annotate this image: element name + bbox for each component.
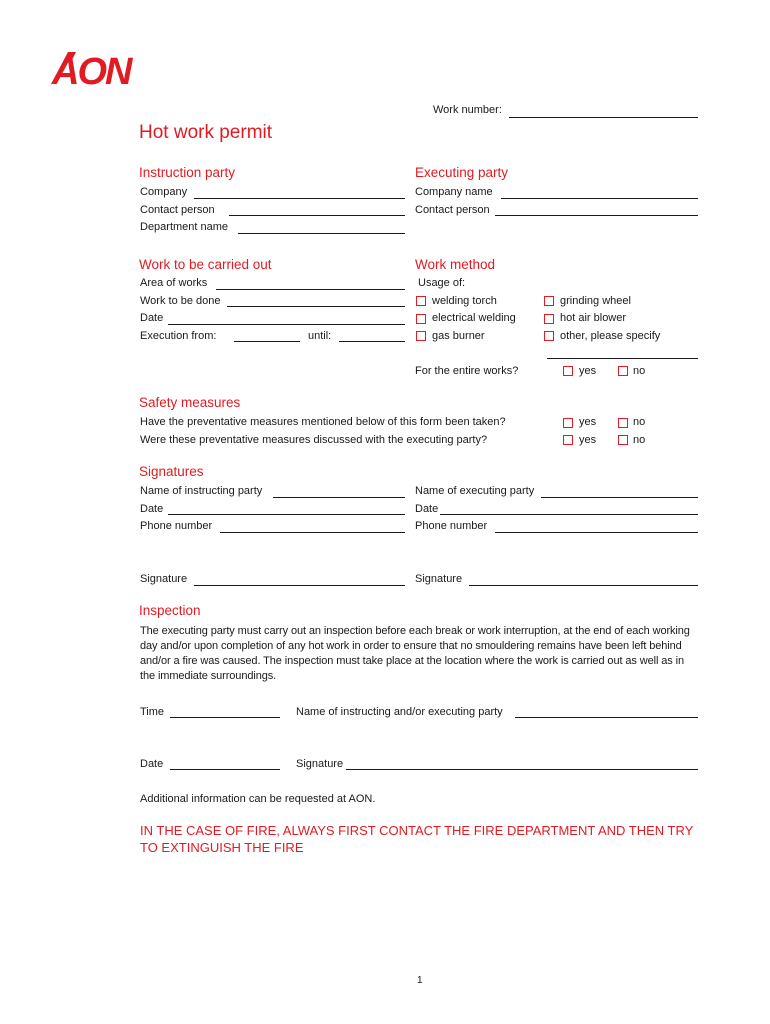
safety-q1-yes-label: yes <box>579 416 597 428</box>
svg-text:AON: AON <box>52 51 131 88</box>
instruction-contact-field[interactable] <box>229 215 405 216</box>
inspection-name-field[interactable] <box>515 717 698 718</box>
work-number-label: Work number: <box>433 104 502 116</box>
other-specify-field[interactable] <box>547 358 698 359</box>
name-instructing-label: Name of instructing party <box>140 485 263 497</box>
until-field[interactable] <box>339 341 405 342</box>
phone-left-label: Phone number <box>140 520 213 532</box>
work-number-field[interactable] <box>509 117 698 118</box>
safety-q2-yes-checkbox[interactable] <box>563 435 573 445</box>
executing-contact-label: Contact person <box>415 204 490 216</box>
welding-torch-checkbox[interactable] <box>416 296 426 306</box>
executing-contact-field[interactable] <box>495 215 698 216</box>
signature-left-label: Signature <box>140 573 188 585</box>
safety-q2-no-checkbox[interactable] <box>618 435 628 445</box>
area-of-works-label: Area of works <box>140 277 208 289</box>
entire-works-no-checkbox[interactable] <box>618 366 628 376</box>
other-label: other, please specify <box>560 330 661 342</box>
gas-burner-label: gas burner <box>432 330 485 342</box>
hot-air-blower-checkbox[interactable] <box>544 314 554 324</box>
additional-info: Additional information can be requested at AON. <box>140 793 376 805</box>
sig-date-left-field[interactable] <box>168 514 405 515</box>
hot-air-blower-label: hot air blower <box>560 312 627 324</box>
name-executing-label: Name of executing party <box>415 485 535 497</box>
electrical-welding-label: electrical welding <box>432 312 516 324</box>
execution-from-label: Execution from: <box>140 330 217 342</box>
inspection-date-field[interactable] <box>170 769 280 770</box>
inspection-signature-field[interactable] <box>346 769 698 770</box>
sig-date-right-field[interactable] <box>440 514 698 515</box>
page-number: 1 <box>417 975 423 986</box>
gas-burner-checkbox[interactable] <box>416 331 426 341</box>
welding-torch-label: welding torch <box>432 295 497 307</box>
aon-logo-graphic <box>48 48 148 88</box>
signature-right-field[interactable] <box>469 585 698 586</box>
entire-works-no-label: no <box>633 365 646 377</box>
entire-works-yes-checkbox[interactable] <box>563 366 573 376</box>
inspection-text: The executing party must carry out an inspection before each break or work interruption, at the end of each working day and/or upon completion of any hot work in order to ensure that no smouldering remains have been left behind and/or a fire was caused. The inspection must take place at the location where the work is carried out as well as in the immediate surroundings. <box>140 625 690 682</box>
executing-company-label: Company name <box>415 186 493 198</box>
safety-q1-yes-checkbox[interactable] <box>563 418 573 428</box>
fire-warning: IN THE CASE OF FIRE, ALWAYS FIRST CONTACT THE FIRE DEPARTMENT AND THEN TRY TO EXTINGUISH THE FIRE <box>140 823 694 855</box>
instruction-company-field[interactable] <box>194 198 405 199</box>
sig-date-right-label: Date <box>415 503 439 515</box>
name-executing-field[interactable] <box>541 497 698 498</box>
other-checkbox[interactable] <box>544 331 554 341</box>
instruction-party-heading: Instruction party <box>139 165 236 180</box>
inspection-heading: Inspection <box>139 603 201 618</box>
until-label: until: <box>308 330 332 342</box>
sig-date-left-label: Date <box>140 503 164 515</box>
safety-q1-label: Have the preventative measures mentioned below of this form been taken? <box>140 416 506 428</box>
entire-works-yes-label: yes <box>579 365 597 377</box>
grinding-wheel-checkbox[interactable] <box>544 296 554 306</box>
safety-q2-no-label: no <box>633 434 646 446</box>
work-date-label: Date <box>140 312 164 324</box>
phone-right-label: Phone number <box>415 520 488 532</box>
instruction-company-label: Company <box>140 186 188 198</box>
name-instructing-field[interactable] <box>273 497 405 498</box>
instruction-contact-label: Contact person <box>140 204 215 216</box>
page-title: Hot work permit <box>139 122 273 143</box>
work-to-be-done-label: Work to be done <box>140 295 221 307</box>
phone-left-field[interactable] <box>220 532 405 533</box>
safety-q2-label: Were these preventative measures discussed with the executing party? <box>140 434 488 446</box>
safety-q1-no-checkbox[interactable] <box>618 418 628 428</box>
department-name-field[interactable] <box>238 233 405 234</box>
safety-q1-no-label: no <box>633 416 646 428</box>
inspection-name-label: Name of instructing and/or executing party <box>296 706 503 718</box>
grinding-wheel-label: grinding wheel <box>560 295 631 307</box>
work-to-be-done-field[interactable] <box>227 306 405 307</box>
executing-company-field[interactable] <box>501 198 698 199</box>
signature-left-field[interactable] <box>194 585 405 586</box>
inspection-time-field[interactable] <box>170 717 280 718</box>
inspection-signature-label: Signature <box>296 758 344 770</box>
executing-party-heading: Executing party <box>415 165 509 180</box>
signature-right-label: Signature <box>415 573 463 585</box>
work-method-heading: Work method <box>415 257 496 272</box>
safety-heading: Safety measures <box>139 395 241 410</box>
area-of-works-field[interactable] <box>216 289 405 290</box>
usage-of-label: Usage of: <box>418 277 466 289</box>
entire-works-label: For the entire works? <box>415 365 519 377</box>
work-heading: Work to be carried out <box>139 257 272 272</box>
inspection-date-label: Date <box>140 758 164 770</box>
electrical-welding-checkbox[interactable] <box>416 314 426 324</box>
execution-from-field[interactable] <box>234 341 300 342</box>
department-name-label: Department name <box>140 221 229 233</box>
signatures-heading: Signatures <box>139 464 204 479</box>
aon-logo <box>48 48 148 91</box>
inspection-time-label: Time <box>140 706 165 718</box>
work-date-field[interactable] <box>168 324 405 325</box>
phone-right-field[interactable] <box>495 532 698 533</box>
safety-q2-yes-label: yes <box>579 434 597 446</box>
